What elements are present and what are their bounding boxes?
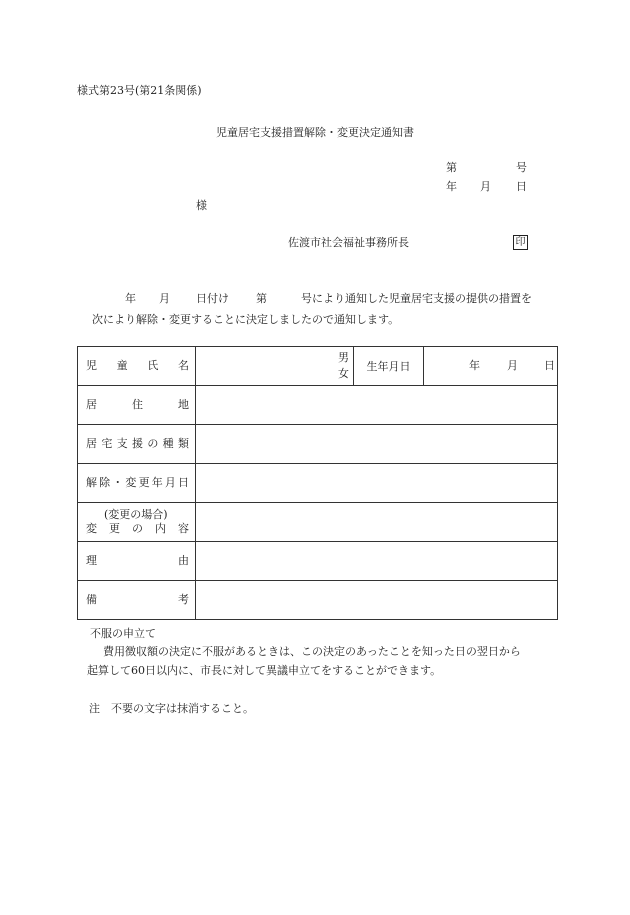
date-day: 日	[516, 180, 527, 193]
issuer-name: 佐渡市社会福祉事務所長	[288, 236, 409, 249]
gender-female[interactable]: 女	[338, 367, 349, 380]
residence-field[interactable]	[196, 386, 558, 425]
support-type-label: 居 宅 支 援 の 種 類	[78, 425, 196, 464]
body-no-prefix: 第	[256, 292, 267, 305]
date-month: 月	[480, 180, 491, 193]
form-number: 様式第23号(第21条関係)	[77, 84, 202, 97]
reason-label: 理 由	[78, 542, 196, 581]
table-row-support-type	[78, 425, 558, 464]
gender-male[interactable]: 男	[338, 351, 349, 364]
table-row-remarks	[78, 581, 558, 620]
reason-field[interactable]	[196, 542, 558, 581]
child-name-label: 児 童 氏 名	[78, 347, 196, 386]
table-row-reason	[78, 542, 558, 581]
change-content-field[interactable]	[196, 503, 558, 542]
number-suffix: 号	[516, 161, 527, 174]
note-text: 注 不要の文字は抹消すること。	[89, 702, 254, 715]
support-type-field[interactable]	[196, 425, 558, 464]
notice-body-line2: 次により解除・変更することに決定しましたので通知します。	[92, 313, 400, 326]
change-date-label: 解 除 ・ 変 更 年 月 日	[78, 464, 196, 503]
appeal-heading: 不服の申立て	[90, 627, 156, 640]
body-line1-rest: 号により通知した児童居宅支援の提供の措置を	[301, 292, 532, 305]
date-year: 年	[446, 180, 457, 193]
document-title: 児童居宅支援措置解除・変更決定通知書	[216, 126, 414, 139]
number-prefix: 第	[446, 161, 457, 174]
seal-mark: 印	[513, 235, 528, 250]
appeal-text-line1: 費用徴収額の決定に不服があるときは、この決定のあったことを知った日の翌日から	[103, 645, 521, 658]
gender-options	[338, 350, 349, 382]
change-date-field[interactable]	[196, 464, 558, 503]
appeal-text-line2: 起算して60日以内に、市長に対して異議申立てをすることができます。	[87, 664, 442, 677]
birth-date-field[interactable]: 年 月 日	[424, 347, 558, 386]
table-row-child-name	[78, 347, 558, 386]
remarks-field[interactable]	[196, 581, 558, 620]
table-row-change-content	[78, 503, 558, 542]
child-name-field[interactable]	[196, 347, 354, 386]
birth-date-label: 生年月日	[354, 347, 424, 386]
remarks-label: 備 考	[78, 581, 196, 620]
table-row-residence	[78, 386, 558, 425]
notice-table	[77, 346, 558, 620]
body-day-dated: 日付け	[196, 292, 229, 305]
body-year: 年	[125, 292, 136, 305]
change-content-label: (変更の場合) 変 更 の 内 容	[78, 503, 196, 542]
residence-label: 居 住 地	[78, 386, 196, 425]
table-row-change-date	[78, 464, 558, 503]
body-month: 月	[159, 292, 170, 305]
addressee-suffix: 様	[196, 199, 207, 212]
